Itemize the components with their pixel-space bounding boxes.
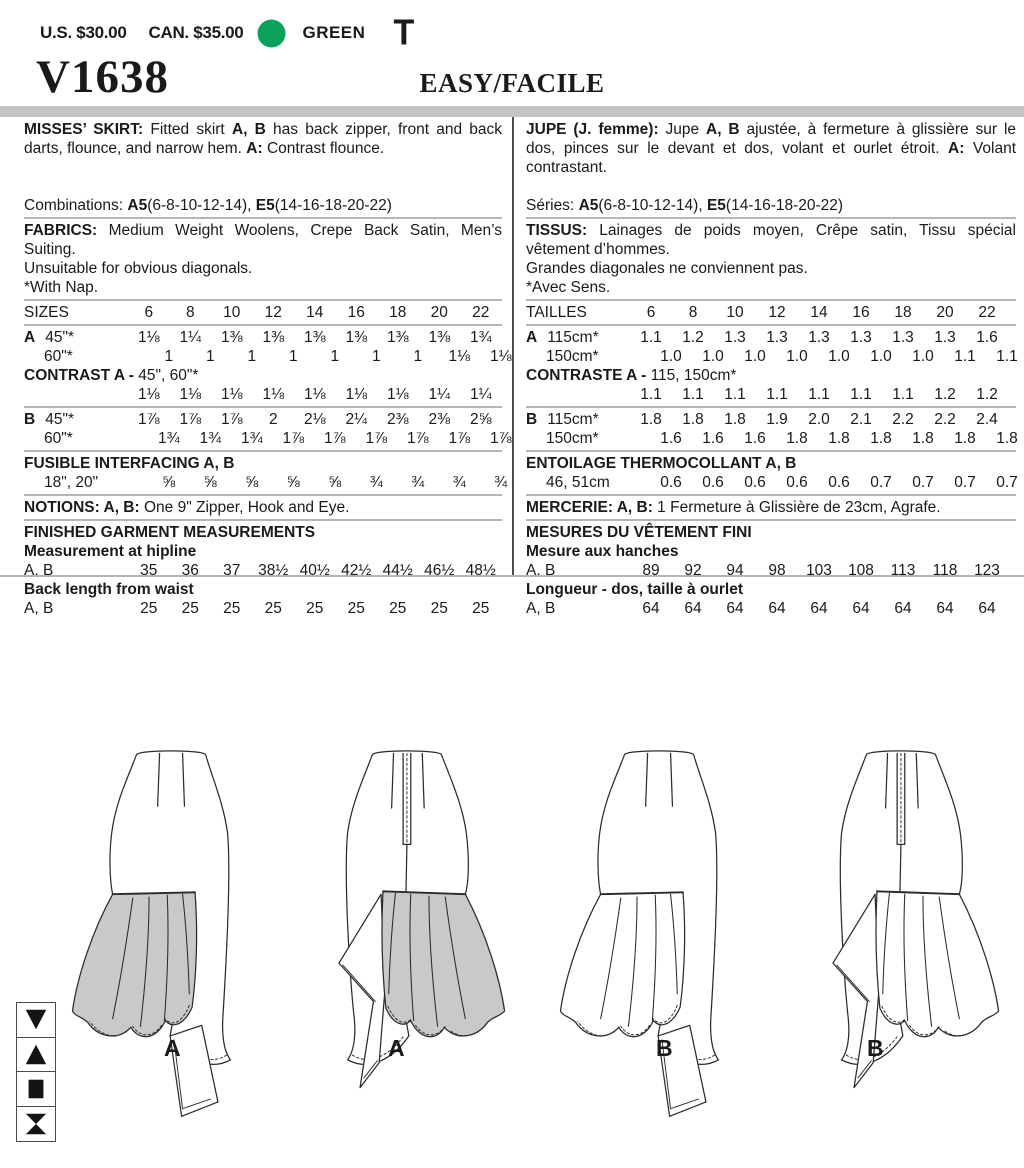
table-cell: 98 <box>768 562 786 579</box>
table-cell: 103 <box>806 562 832 579</box>
table-cell: 25 <box>181 600 199 617</box>
table-cell: 1¾ <box>199 430 222 447</box>
table-cell: 1⅜ <box>220 329 243 346</box>
table-cell: 2⅛ <box>303 411 326 428</box>
skirt-a-front-drawing <box>60 740 285 1125</box>
french-column <box>512 117 1024 617</box>
table-cell: 1⅞ <box>220 411 243 428</box>
table-cell: 113 <box>890 562 916 579</box>
series-fr: Séries: A5(6-8-10-12-14), E5(14-16-18-20-22) <box>526 197 844 214</box>
table-cell: 25 <box>472 600 490 617</box>
table-cell: 1⅛ <box>262 386 285 403</box>
table-cell: 64 <box>894 600 912 617</box>
width-label: 46, 51cm <box>546 474 610 491</box>
description-title-en: MISSES’ SKIRT: <box>24 121 144 138</box>
views-label: A, B <box>24 562 54 579</box>
table-cell: 1.3 <box>892 329 914 346</box>
width-label: 45"* <box>45 329 74 346</box>
table-cell: 1.6 <box>744 430 766 447</box>
finished-measurements-heading-en: FINISHED GARMENT MEASUREMENTS <box>24 524 316 541</box>
mesures-heading-fr: MESURES DU VÊTEMENT FINI <box>526 524 752 541</box>
table-cell: 44½ <box>382 562 413 579</box>
note-diagonals-en: Unsuitable for obvious diagonals. <box>24 260 253 277</box>
table-cell: 64 <box>978 600 996 617</box>
table-cell: 16 <box>852 304 870 321</box>
sizes-cells <box>128 303 502 322</box>
views-label: A, B <box>526 600 556 617</box>
rectangle-icon <box>16 1071 56 1107</box>
divider <box>526 406 1016 408</box>
table-cell: 1.6 <box>702 430 724 447</box>
table-cell: 0.6 <box>744 474 766 491</box>
table-cell: ⅝ <box>203 474 217 491</box>
price-line <box>40 13 414 53</box>
table-cell: 1.8 <box>870 430 892 447</box>
table-cell: 37 <box>223 562 241 579</box>
table-cell: 1.8 <box>996 430 1018 447</box>
table-cell: 2 <box>268 411 278 428</box>
table-cell: 1.1 <box>766 386 788 403</box>
table-cell: 2.2 <box>934 411 956 428</box>
table-cell: 1.0 <box>744 348 766 365</box>
note-nap-fr: *Avec Sens. <box>526 279 611 296</box>
yardage-row-a60 <box>24 347 512 366</box>
table-cell: 2.2 <box>892 411 914 428</box>
table-cell: 1⅜ <box>303 329 326 346</box>
table-cell: 1⅛ <box>386 386 409 403</box>
table-cell: 1.8 <box>828 430 850 447</box>
table-cell: 1 <box>247 348 257 365</box>
table-cell: ¾ <box>494 474 508 491</box>
table-cell: 1⅛ <box>345 386 368 403</box>
contrast-row <box>24 385 502 404</box>
view-letter: A <box>24 329 36 346</box>
divider <box>526 217 1016 219</box>
table-cell: 0.6 <box>786 474 808 491</box>
green-dot-icon <box>257 19 286 48</box>
table-bottom-rule <box>0 575 1024 577</box>
table-cell: 64 <box>768 600 786 617</box>
table-cell: 46½ <box>424 562 455 579</box>
description-fr: JUPE (J. femme): Jupe A, B ajustée, à fermeture à glissière sur le dos, pinces sur le devant et dos, volant et ourlet étroit. A: Volant contrastant. <box>526 121 1017 176</box>
table-cell: 1⅞ <box>448 430 471 447</box>
table-cell: 2⅜ <box>386 411 409 428</box>
table-cell: 0.7 <box>870 474 892 491</box>
table-cell: 1⅞ <box>282 430 305 447</box>
table-cell: 0.6 <box>702 474 724 491</box>
table-cell: 64 <box>936 600 954 617</box>
view-b-label: B <box>656 1035 673 1061</box>
table-cell: 1.3 <box>724 329 746 346</box>
table-cell: 1.3 <box>766 329 788 346</box>
table-cell: 14 <box>810 304 828 321</box>
table-cell: 1.6 <box>976 329 998 346</box>
table-cell: 1⅜ <box>262 329 285 346</box>
table-cell: 108 <box>848 562 874 579</box>
table-cell: ⅝ <box>245 474 259 491</box>
table-cell: 1.1 <box>724 386 746 403</box>
yardage-row-b45 <box>24 410 502 429</box>
table-cell: 2⅝ <box>469 411 492 428</box>
metrage-row-a150 <box>526 347 1016 366</box>
table-cell: 1 <box>330 348 340 365</box>
table-cell: 2.0 <box>808 411 830 428</box>
skirt-a-back-drawing <box>293 740 518 1125</box>
table-cell: 16 <box>347 304 365 321</box>
english-column <box>0 117 512 617</box>
figure-type-symbol-strip <box>16 1002 56 1142</box>
table-cell: 64 <box>726 600 744 617</box>
table-cell: 0.7 <box>912 474 934 491</box>
table-cell: ⅝ <box>162 474 176 491</box>
table-cell: 25 <box>430 600 448 617</box>
view-a-label: A <box>388 1035 405 1061</box>
table-cell: 1 <box>164 348 174 365</box>
view-letter: A <box>526 329 538 346</box>
divider <box>24 494 502 496</box>
table-cell: 1.9 <box>766 411 788 428</box>
table-cell: 10 <box>223 304 241 321</box>
table-cell: 1 <box>413 348 423 365</box>
table-cell: 1.8 <box>724 411 746 428</box>
header-divider-bar <box>0 106 1024 117</box>
table-cell: 94 <box>726 562 744 579</box>
width-label: 45"* <box>45 411 74 428</box>
fabrics-en: FABRICS: Medium Weight Woolens, Crepe Back Satin, Men’s Suiting. <box>24 222 502 258</box>
table-cell: 1.1 <box>892 386 914 403</box>
metrage-row-a115 <box>526 328 1016 347</box>
table-cell: 1.0 <box>660 348 682 365</box>
width-label: 150cm* <box>546 430 599 447</box>
fusible-row <box>24 473 508 492</box>
color-name: GREEN <box>302 23 366 42</box>
divider <box>24 450 502 452</box>
table-cell: 1.6 <box>660 430 682 447</box>
table-cell: 1⅞ <box>179 411 202 428</box>
table-cell: 14 <box>306 304 324 321</box>
contrast-heading: CONTRAST A - 45", 60"* <box>24 367 199 384</box>
table-cell: 36 <box>181 562 199 579</box>
sizes-label: SIZES <box>24 304 69 321</box>
table-cell: 1.1 <box>640 386 662 403</box>
table-cell: 38½ <box>258 562 289 579</box>
combinations-en: Combinations: A5(6-8-10-12-14), E5(14-16-18-20-22) <box>24 197 392 214</box>
skirt-a-back-figure <box>293 740 518 1140</box>
table-cell: 22 <box>472 304 490 321</box>
table-cell: 1.8 <box>912 430 934 447</box>
table-cell: 89 <box>642 562 660 579</box>
tailles-header-row <box>526 303 1016 322</box>
table-cell: ¾ <box>411 474 425 491</box>
divider <box>526 494 1016 496</box>
table-cell: 1⅜ <box>345 329 368 346</box>
technical-drawings <box>0 740 1024 1150</box>
table-cell: 35 <box>140 562 158 579</box>
table-cell: 20 <box>430 304 448 321</box>
note-nap-en: *With Nap. <box>24 279 99 296</box>
table-cell: 1¾ <box>157 430 180 447</box>
table-cell: 25 <box>389 600 407 617</box>
table-cell: 1.0 <box>912 348 934 365</box>
table-cell: 20 <box>936 304 954 321</box>
tissus-fr: TISSUS: Lainages de poids moyen, Crêpe satin, Tissu spécial vêtement d’hommes. <box>526 222 1016 258</box>
back-length-heading-en: Back length from waist <box>24 581 194 598</box>
table-cell: 1⅛ <box>303 386 326 403</box>
divider <box>24 299 502 301</box>
table-cell: 123 <box>974 562 1000 579</box>
table-cell: 1⅛ <box>179 386 202 403</box>
price-can: CAN. $35.00 <box>148 23 244 42</box>
table-cell: 1.0 <box>702 348 724 365</box>
table-cell: 1¼ <box>428 386 451 403</box>
longueur-row-fr <box>526 599 1016 618</box>
table-cell: 42½ <box>341 562 372 579</box>
table-cell: 92 <box>684 562 702 579</box>
table-cell: 64 <box>810 600 828 617</box>
table-cell: 118 <box>932 562 958 579</box>
table-cell: 1.0 <box>828 348 850 365</box>
table-cell: 8 <box>688 304 698 321</box>
table-cell: 1¼ <box>469 386 492 403</box>
tailles-label: TAILLES <box>526 304 587 321</box>
table-cell: ¾ <box>369 474 383 491</box>
skirt-a-front-figure <box>60 740 285 1140</box>
pattern-number: V1638 <box>36 51 169 103</box>
table-cell: 1.8 <box>682 411 704 428</box>
table-cell: 1.0 <box>786 348 808 365</box>
metrage-row-b150 <box>526 429 1016 448</box>
views-label: A, B <box>24 600 54 617</box>
table-cell: 1.8 <box>954 430 976 447</box>
skirt-b-back-drawing <box>787 740 1012 1125</box>
back-length-row-en <box>24 599 502 618</box>
triangle-down-icon <box>16 1002 56 1038</box>
table-cell: 1⅜ <box>386 329 409 346</box>
fusible-heading: FUSIBLE INTERFACING A, B <box>24 455 235 472</box>
hanches-heading-fr: Mesure aux hanches <box>526 543 679 560</box>
table-cell: 6 <box>646 304 656 321</box>
difficulty-label: EASY/FACILE <box>419 68 605 98</box>
entoilage-heading: ENTOILAGE THERMOCOLLANT A, B <box>526 455 797 472</box>
skirt-b-back-figure <box>787 740 1012 1140</box>
table-cell: 1⅛ <box>448 348 471 365</box>
contraste-row <box>526 385 1016 404</box>
table-cell: 1.2 <box>682 329 704 346</box>
divider <box>526 450 1016 452</box>
table-cell: 1.8 <box>786 430 808 447</box>
views-label: A, B <box>526 562 556 579</box>
contraste-heading: CONTRASTE A - 115, 150cm* <box>526 367 737 384</box>
table-cell: 1⅛ <box>137 386 160 403</box>
table-cell: 2¼ <box>345 411 368 428</box>
table-cell: 1.2 <box>934 386 956 403</box>
table-cell: 22 <box>978 304 996 321</box>
table-cell: 1⅞ <box>406 430 429 447</box>
table-cell: 1¾ <box>469 329 492 346</box>
view-letter: B <box>24 411 36 428</box>
hipline-row-en <box>24 561 502 580</box>
table-cell: 25 <box>140 600 158 617</box>
divider <box>24 217 502 219</box>
width-label: 115cm* <box>547 411 599 428</box>
table-cell: 2⅜ <box>428 411 451 428</box>
note-diagonals-fr: Grandes diagonales ne conviennent pas. <box>526 260 808 277</box>
table-cell: 64 <box>852 600 870 617</box>
triangle-up-icon <box>16 1037 56 1073</box>
table-cell: 10 <box>726 304 744 321</box>
notions-en: NOTIONS: A, B: One 9" Zipper, Hook and Eye. <box>24 499 350 516</box>
table-cell: 1.1 <box>850 386 872 403</box>
width-label: 60"* <box>44 348 73 365</box>
description-en: MISSES’ SKIRT: Fitted skirt A, B has back zipper, front and back darts, flounce, and narrow hem. A: Contrast flounce. <box>24 121 503 157</box>
table-cell: 1⅛ <box>220 386 243 403</box>
table-cell: 1.3 <box>934 329 956 346</box>
table-cell: 1.1 <box>808 386 830 403</box>
longueur-heading-fr: Longueur - dos, taille à ourlet <box>526 581 744 598</box>
divider <box>24 406 502 408</box>
table-cell: 1¾ <box>240 430 263 447</box>
hourglass-icon <box>16 1106 56 1142</box>
sizes-header-row <box>24 303 502 322</box>
table-cell: 25 <box>223 600 241 617</box>
table-cell: 1⅞ <box>365 430 388 447</box>
table-cell: 1.1 <box>640 329 662 346</box>
table-cell: 64 <box>684 600 702 617</box>
table-cell: 6 <box>144 304 154 321</box>
table-cell: 1⅛ <box>489 348 512 365</box>
table-cell: 1.1 <box>996 348 1018 365</box>
skirt-b-front-drawing <box>548 740 773 1125</box>
yardage-row-b60 <box>24 429 512 448</box>
table-cell: 48½ <box>465 562 496 579</box>
hipline-heading-en: Measurement at hipline <box>24 543 197 560</box>
table-cell: 1.1 <box>954 348 976 365</box>
width-label: 115cm* <box>547 329 599 346</box>
width-label: 150cm* <box>546 348 599 365</box>
table-cell: ⅝ <box>286 474 300 491</box>
text-columns <box>0 117 1024 617</box>
table-cell: 1.2 <box>976 386 998 403</box>
table-cell: 8 <box>185 304 195 321</box>
divider <box>24 519 502 521</box>
description-title-fr: JUPE (J. femme): <box>526 121 659 138</box>
divider <box>24 324 502 326</box>
skirt-b-front-figure <box>548 740 773 1140</box>
table-cell: 1¼ <box>179 329 202 346</box>
table-cell: ¾ <box>452 474 466 491</box>
table-cell: 1 <box>288 348 298 365</box>
table-cell: 1⅞ <box>137 411 160 428</box>
entoilage-row <box>526 473 1016 492</box>
table-cell: 1.8 <box>640 411 662 428</box>
table-cell: 1.3 <box>808 329 830 346</box>
table-cell: 1⅞ <box>489 430 512 447</box>
table-cell: 1 <box>371 348 381 365</box>
table-cell: 12 <box>768 304 786 321</box>
divider <box>526 519 1016 521</box>
table-cell: 1 <box>205 348 215 365</box>
table-cell: ⅝ <box>328 474 342 491</box>
table-cell: 18 <box>894 304 912 321</box>
table-cell: 1⅛ <box>137 329 160 346</box>
view-letter: B <box>526 411 538 428</box>
table-cell: 1⅞ <box>323 430 346 447</box>
cup-letter: T <box>393 13 414 53</box>
price-us: U.S. $30.00 <box>40 23 127 42</box>
table-cell: 2.4 <box>976 411 998 428</box>
table-cell: 1.3 <box>850 329 872 346</box>
table-cell: 1.1 <box>682 386 704 403</box>
table-cell: 1⅜ <box>428 329 451 346</box>
yardage-row-a45 <box>24 328 502 347</box>
table-cell: 25 <box>306 600 324 617</box>
metrage-row-b115 <box>526 410 1016 429</box>
table-cell: 64 <box>642 600 660 617</box>
table-cell: 25 <box>347 600 365 617</box>
divider <box>526 299 1016 301</box>
table-cell: 25 <box>264 600 282 617</box>
hanches-row-fr <box>526 561 1016 580</box>
table-cell: 12 <box>264 304 282 321</box>
width-label: 18", 20" <box>44 474 99 491</box>
table-cell: 0.6 <box>828 474 850 491</box>
mercerie-fr: MERCERIE: A, B: 1 Fermeture à Glissière de 23cm, Agrafe. <box>526 499 941 516</box>
table-cell: 40½ <box>299 562 330 579</box>
table-cell: 2.1 <box>850 411 872 428</box>
table-cell: 0.7 <box>954 474 976 491</box>
table-cell: 18 <box>389 304 407 321</box>
view-b-label: B <box>867 1035 884 1061</box>
table-cell: 1.0 <box>870 348 892 365</box>
divider <box>526 324 1016 326</box>
width-label: 60"* <box>44 430 73 447</box>
table-cell: 0.7 <box>996 474 1018 491</box>
view-a-label: A <box>164 1035 181 1061</box>
table-cell: 0.6 <box>660 474 682 491</box>
